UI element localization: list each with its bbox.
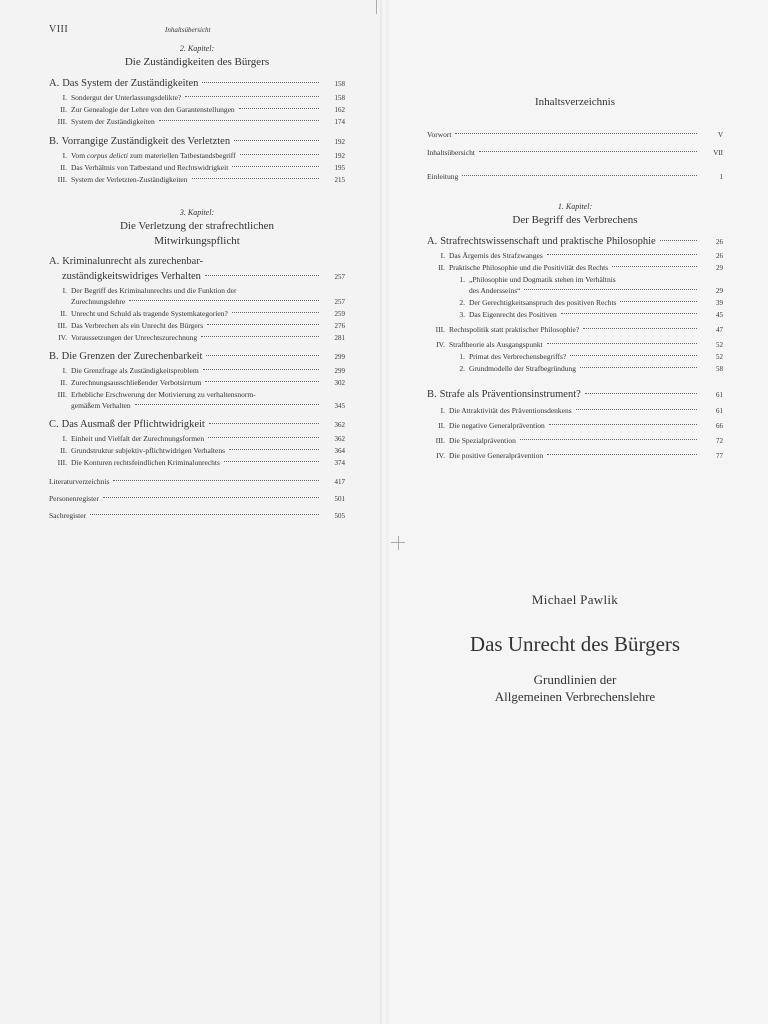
running-head: Inhaltsübersicht (165, 26, 211, 34)
toc-entry[interactable]: B. Die Grenzen der Zurechenbarkeit 299 (49, 351, 345, 362)
chapter-title: Der Begriff des Verbrechens (512, 214, 638, 226)
chapter-title: Die Zuständigkeiten des Bürgers (124, 56, 270, 68)
toc-entry[interactable]: A. Kriminalunrecht als zurechenbar- zuständigkeitswidriges Verhalten 257 (49, 256, 345, 282)
toc-entry[interactable]: II. Die negative Generalprävention 66 (438, 421, 723, 430)
chapter-label: 1. Kapitel: (557, 202, 593, 211)
crop-mark (376, 0, 377, 14)
toc-entry[interactable]: I. Die Grenzfrage als Zuständigkeitsproblem 299 (62, 366, 345, 375)
toc-entry[interactable]: IV. Straftheorie als Ausgangspunkt 52 (436, 340, 723, 349)
toc-entry[interactable]: A. Das System der Zuständigkeiten 158 (49, 78, 345, 89)
toc-entry[interactable]: Personenregister 501 (49, 494, 345, 503)
toc-entry[interactable]: B. Strafe als Präventionsinstrument? 61 (427, 389, 723, 400)
chapter-title: Die Verletzung der strafrechtlichen Mitwirkungspflicht (119, 220, 275, 247)
toc-entry[interactable]: I. Die Attraktivität des Präventionsdenkens 61 (440, 406, 723, 415)
chapter-3-block (49, 208, 345, 523)
toc-entry[interactable]: III. Rechtspolitik statt praktischer Philosophie? 47 (435, 325, 723, 334)
toc-entry[interactable]: III. Das Verbrechen als ein Unrecht des Bürgers 276 (57, 321, 345, 330)
book-title: Das Unrecht des Bürgers (469, 632, 681, 656)
toc-entry[interactable]: I. Sondergut der Unterlassungsdelikte? 158 (62, 93, 345, 102)
crop-mark (391, 542, 405, 543)
toc-entry[interactable]: Sachregister 505 (49, 511, 345, 520)
book-gutter (380, 0, 388, 1024)
toc-block (427, 95, 723, 462)
toc-entry[interactable]: C. Das Ausmaß der Pflichtwidrigkeit 362 (49, 419, 345, 430)
page-number: VIII (49, 24, 69, 35)
toc-title: Inhaltsverzeichnis (534, 96, 616, 108)
toc-entry[interactable]: 1. „Philosophie und Dogmatik stehen im Verhältnis des Andersseins“ 29 (459, 275, 723, 295)
toc-entry[interactable]: B. Vorrangige Zuständigkeit des Verletzten 192 (49, 136, 345, 147)
toc-entry[interactable]: III. Die Spezialprävention 72 (435, 436, 723, 445)
chapter-label: 2. Kapitel: (179, 44, 215, 53)
toc-entry[interactable]: III. Erhebliche Erschwerung der Motivierung zu verhaltensnorm- gemäßem Verhalten 345 (57, 390, 345, 410)
toc-entry[interactable]: Vorwort V (427, 130, 723, 139)
toc-entry[interactable]: I. Einheit und Vielfalt der Zurechnungsformen 362 (62, 434, 345, 443)
toc-entry[interactable]: III. System der Zuständigkeiten 174 (57, 117, 345, 126)
author-name: Michael Pawlik (531, 592, 619, 607)
toc-entry[interactable]: Einleitung 1 (427, 172, 723, 181)
toc-entry[interactable]: I. Vom corpus delicti zum materiellen Tatbestandsbegriff 192 (62, 151, 345, 160)
toc-entry[interactable]: II. Grundstruktur subjektiv-pflichtwidrigen Verhaltens 364 (60, 446, 345, 455)
toc-entry[interactable]: Inhaltsübersicht VII (427, 148, 723, 157)
toc-entry[interactable]: II. Zurechnungsausschließender Verbotsirrtum 302 (60, 378, 345, 387)
chapter-2-block (49, 44, 345, 186)
title-page-block (427, 592, 723, 705)
toc-entry[interactable]: IV. Voraussetzungen der Unrechtszurechnung 281 (58, 333, 345, 342)
toc-entry[interactable]: A. Strafrechtswissenschaft und praktische Philosophie 26 (427, 236, 723, 247)
toc-entry[interactable]: Literaturverzeichnis 417 (49, 477, 345, 486)
toc-entry[interactable]: 1. Primat des Verbrechensbegriffs? 52 (459, 352, 723, 361)
toc-entry[interactable]: I. Das Ärgernis des Strafzwanges 26 (440, 251, 723, 260)
toc-entry[interactable]: IV. Die positive Generalprävention 77 (436, 451, 723, 460)
toc-entry[interactable]: I. Der Begriff des Kriminalunrechts und die Funktion der Zurechnungslehre 257 (62, 286, 345, 306)
toc-entry[interactable]: II. Das Verhältnis von Tatbestand und Rechtswidrigkeit 195 (60, 163, 345, 172)
toc-entry[interactable]: II. Praktische Philosophie und die Positivität des Rechts 29 (438, 263, 723, 272)
book-subtitle: Grundlinien der Allgemeinen Verbrechenslehre (494, 672, 656, 704)
toc-entry[interactable]: III. Die Konturen rechtsfeindlichen Kriminalunrechts 374 (57, 458, 345, 467)
toc-entry[interactable]: 2. Der Gerechtigkeitsanspruch des positiven Rechts 39 (459, 298, 723, 307)
toc-entry[interactable]: III. System der Verletzten-Zuständigkeiten 215 (57, 175, 345, 184)
chapter-label: 3. Kapitel: (179, 208, 215, 217)
toc-entry[interactable]: II. Unrecht und Schuld als tragende Systemkategorien? 259 (60, 309, 345, 318)
toc-entry[interactable]: 3. Das Eigenrecht des Positiven 45 (459, 310, 723, 319)
toc-entry[interactable]: 2. Grundmodelle der Strafbegründung 58 (459, 364, 723, 373)
toc-entry[interactable]: II. Zur Genealogie der Lehre von den Garantenstellungen 162 (60, 105, 345, 114)
crop-mark (398, 536, 399, 550)
